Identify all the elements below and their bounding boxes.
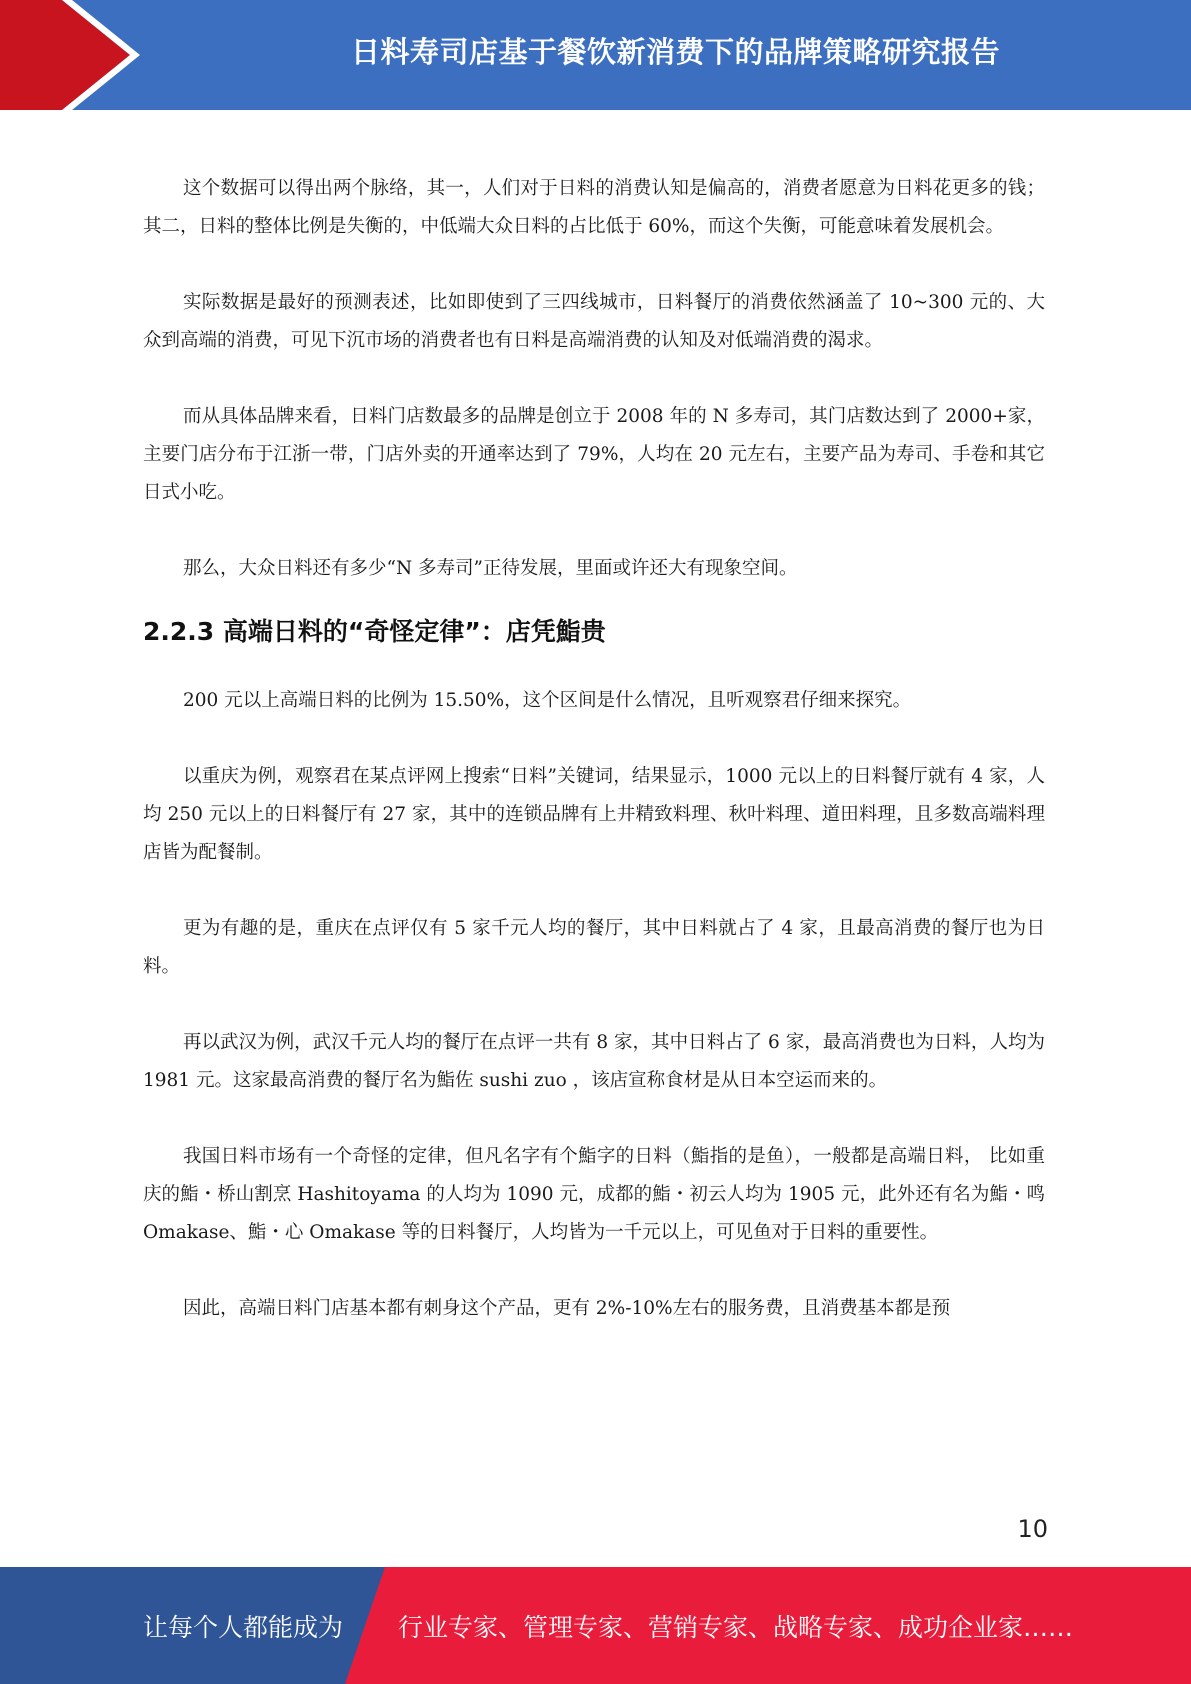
paragraph: 200 元以上高端日料的比例为 15.50%，这个区间是什么情况，且听观察君仔细来探究。 <box>183 690 912 711</box>
paragraph: 而从具体品牌来看，日料门店数最多的品牌是创立于 2008 年的 N 多寿司，其门店数达到了 2000+家，主要门店分布于江浙一带，门店外卖的开通率达到了 79%，人均在 20 元左右，主要产品为寿司、手卷和其它日式小吃。 <box>143 406 1045 503</box>
paragraph: 再以武汉为例，武汉千元人均的餐厅在点评一共有 8 家，其中日料占了 6 家，最高消费也为日料，人均为 1981 元。这家最高消费的餐厅名为鮨佐 sushi zuo ，该店宣称食材是从日本空运而来的。 <box>143 1032 1045 1091</box>
paragraph: 实际数据是最好的预测表述，比如即使到了三四线城市，日料餐厅的消费依然涵盖了 10~300 元的、大众到高端的消费，可见下沉市场的消费者也有日料是高端消费的认知及对低端消费的渴求。 <box>143 292 1045 351</box>
document-title: 日料寿司店基于餐饮新消费下的品牌策略研究报告 <box>350 34 1000 69</box>
page-number: 10 <box>1017 1515 1048 1543</box>
paragraph: 我国日料市场有一个奇怪的定律，但凡名字有个鮨字的日料（鮨指的是鱼），一般都是高端日料， 比如重庆的鮨・桥山割烹 Hashitoyama 的人均为 1090 元，成都的鮨・初云人均为 1905 元，此外还有名为鮨・鸣 Omakase、鮨・心 Omakase 等的日料餐厅，人均皆为一千元以上，可见鱼对于日料的重要性。 <box>143 1146 1045 1243</box>
paragraph: 更为有趣的是，重庆在点评仅有 5 家千元人均的餐厅，其中日料就占了 4 家，且最高消费的餐厅也为日料。 <box>143 918 1045 977</box>
page-header <box>0 0 1191 110</box>
section-heading: 2.2.3 高端日料的“奇怪定律”：店凭鮨贵 <box>143 617 606 646</box>
paragraph: 因此，高端日料门店基本都有刺身这个产品，更有 2%-10%左右的服务费，且消费基本都是预 <box>183 1298 951 1319</box>
page-footer <box>0 1567 1191 1684</box>
footer-slogan-right: 行业专家、管理专家、营销专家、战略专家、成功企业家…… <box>398 1612 1074 1642</box>
paragraph: 以重庆为例，观察君在某点评网上搜索“日料”关键词，结果显示，1000 元以上的日料餐厅就有 4 家，人均 250 元以上的日料餐厅有 27 家，其中的连锁品牌有上井精致料理、秋叶料理、道田料理，且多数高端料理店皆为配餐制。 <box>143 766 1045 863</box>
paragraph: 那么，大众日料还有多少“N 多寿司”正待发展，里面或许还大有现象空间。 <box>183 558 798 579</box>
paragraph: 这个数据可以得出两个脉络，其一，人们对于日料的消费认知是偏高的，消费者愿意为日料花更多的钱；其二，日料的整体比例是失衡的，中低端大众日料的占比低于 60%，而这个失衡，可能意味着发展机会。 <box>143 178 1045 237</box>
header-chevron-icon <box>0 0 160 110</box>
footer-slogan-left: 让每个人都能成为 <box>143 1612 344 1642</box>
document-body <box>143 170 1045 1328</box>
